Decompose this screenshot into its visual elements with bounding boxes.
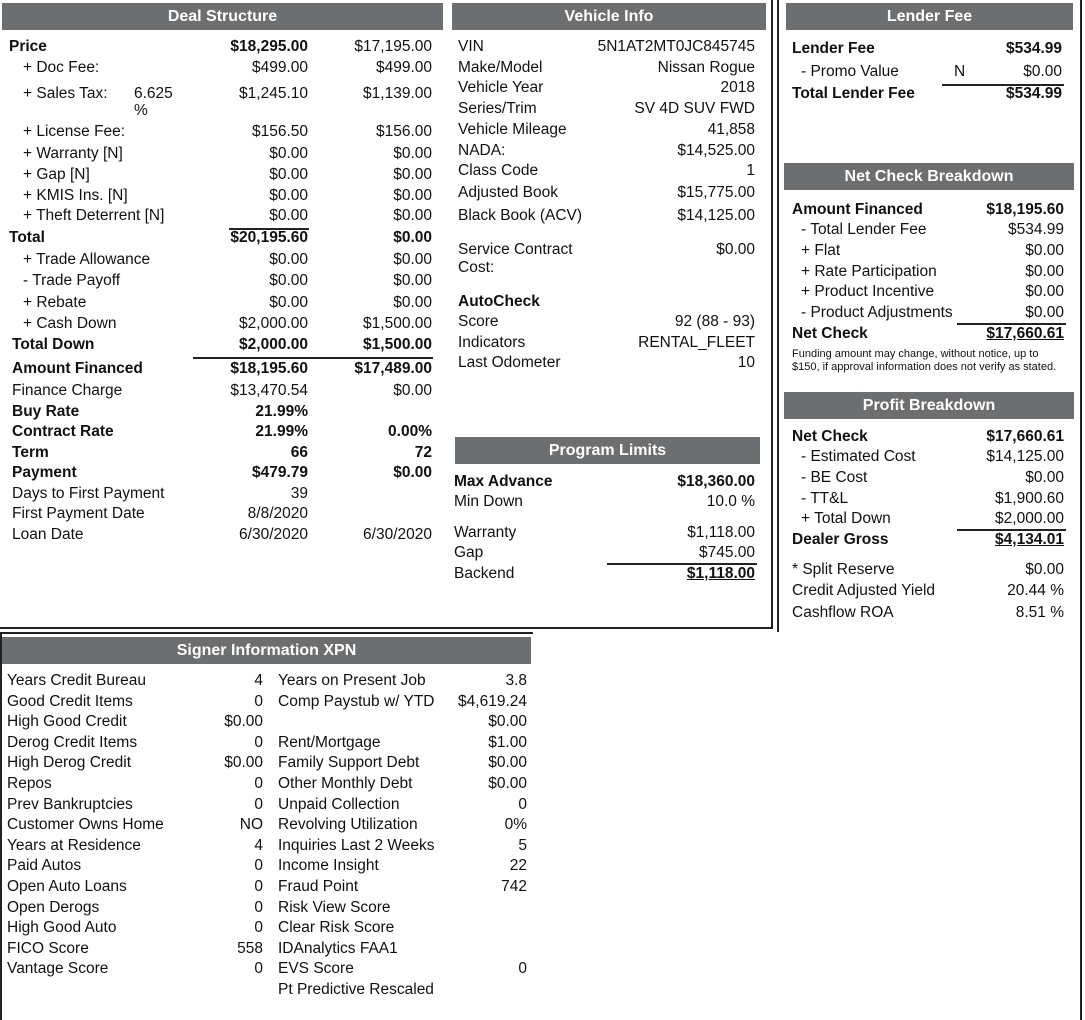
lender-fee-row-value: $534.99 [1005,85,1062,102]
deal-row-value-1: $0.00 [269,207,308,224]
signer-right-label: EVS Score [278,960,354,977]
signer-right-label: Clear Risk Score [278,919,395,936]
deal-row-label: + Sales Tax: [23,85,108,102]
signer-right-value: 22 [509,857,527,874]
vehicle-row-value: RENTAL_FLEET [638,334,755,351]
lender-fee-rule [942,84,1064,86]
vehicle-row-value: 41,858 [707,121,755,138]
net-check-row-label: Amount Financed [792,201,923,218]
deal-row-value-1: $1,245.10 [239,85,308,102]
signer-left-value: 0 [254,960,263,977]
program-row-label: Min Down [454,493,523,510]
deal-row-value-2: $1,139.00 [363,85,432,102]
lender-fee-row-label: Lender Fee [792,40,875,57]
deal-row-value-1: 8/8/2020 [247,505,308,522]
signer-left-value: 0 [254,857,263,874]
profit-row-label: - TT&L [801,490,849,507]
net-check-row-label: - Product Adjustments [801,304,953,321]
deal-row-value-1: $479.79 [251,464,308,481]
deal-row-value-2: $499.00 [375,59,432,76]
signer-left-value: $0.00 [224,754,263,771]
deal-row-label: Amount Financed [12,360,143,377]
frame-line [0,632,2,1020]
signer-right-label: Revolving Utilization [278,816,418,833]
signer-right-label: Income Insight [278,857,379,874]
signer-left-label: Vantage Score [7,960,109,977]
vehicle-row-value: 5N1AT2MT0JC845745 [597,38,755,55]
deal-row-label: + KMIS Ins. [N] [23,187,128,204]
signer-right-label: Risk View Score [278,899,391,916]
program-row-value: 10.0 % [706,493,755,510]
deal-row-label: + Doc Fee: [23,59,100,76]
net-check-row-value: $0.00 [1025,263,1064,280]
signer-left-value: $0.00 [224,713,263,730]
deal-row-value-1: $0.00 [269,294,308,311]
deal-amount-financed-rule [193,357,433,359]
deal-row-value-1: 39 [290,485,308,502]
deal-row-label: Finance Charge [12,382,123,399]
net-check-rule [957,323,1066,325]
deal-row-value-2: $0.00 [393,207,432,224]
signer-left-value: NO [239,816,263,833]
deal-row-label: + Rebate [23,294,87,311]
deal-row-label: Contract Rate [12,423,114,440]
deal-row-label: Payment [12,464,77,481]
program-backend-rule [607,563,757,565]
signer-left-label: Customer Owns Home [7,816,164,833]
vehicle-row-label: Vehicle Mileage [458,121,567,138]
deal-row-value-1: $499.00 [251,59,308,76]
deal-row-value-1: 21.99% [255,403,308,420]
deal-row-label: + Cash Down [23,315,117,332]
signer-right-value: 0 [518,960,527,977]
deal-row-label: Price [9,38,47,55]
signer-left-value: 0 [254,899,263,916]
program-row-label: Backend [454,565,515,582]
vehicle-row-label: Vehicle Year [458,79,544,96]
net-check-row-label: - Total Lender Fee [801,221,927,238]
deal-row-label: Total [9,229,45,246]
profit-row-value: $0.00 [1025,469,1064,486]
net-check-row-value: $18,195.60 [986,201,1064,218]
vehicle-row-label-cont: Cost: [458,259,495,276]
signer-right-value: $0.00 [488,754,527,771]
vehicle-row-label: Adjusted Book [458,184,558,201]
deal-row-value-1: $0.00 [269,272,308,289]
signer-left-value: 0 [254,734,263,751]
promo-flag: N [954,63,966,80]
net-check-row-value: $0.00 [1025,304,1064,321]
vehicle-row-value: 1 [746,162,755,179]
deal-row-value-1: $18,195.60 [230,360,308,377]
signer-right-label: Inquiries Last 2 Weeks [278,837,435,854]
net-check-row-label: + Flat [801,242,841,259]
signer-right-label: Fraud Point [278,878,359,895]
deal-row-value-1: $2,000.00 [239,315,308,332]
deal-row-value-2: $17,195.00 [354,38,432,55]
deal-row-value-2: $0.00 [393,272,432,289]
signer-left-label: FICO Score [7,940,89,957]
signer-right-value: 5 [518,837,527,854]
deal-row-value-1: $2,000.00 [239,336,308,353]
signer-left-label: High Good Auto [7,919,117,936]
deal-row-value-1: $13,470.54 [230,382,308,399]
deal-row-value-2: 6/30/2020 [363,526,432,543]
deal-row-value-2: $0.00 [393,251,432,268]
deal-row-label: Total Down [12,336,95,353]
signer-right-label: Other Monthly Debt [278,775,413,792]
net-check-row-value: $17,660.61 [986,325,1064,342]
lender-fee-row-value: $0.00 [1023,63,1062,80]
signer-left-value: 0 [254,775,263,792]
deal-row-value-2: $0.00 [393,229,432,246]
deal-row-label: + Trade Allowance [23,251,151,268]
profit-row-value: $4,134.01 [995,531,1064,548]
signer-info-header: Signer Information XPN [2,637,531,664]
profit-rule [957,529,1066,531]
profit-breakdown-header: Profit Breakdown [784,392,1074,419]
signer-left-label: High Good Credit [7,713,127,730]
vehicle-row-value: $0.00 [716,241,755,258]
deal-row-value-1: $18,295.00 [230,38,308,55]
profit-row-value: $17,660.61 [986,428,1064,445]
profit-row-value: $2,000.00 [995,510,1064,527]
vehicle-row-value: 2018 [720,79,755,96]
vehicle-row-value: Nissan Rogue [657,59,755,76]
signer-right-label: Comp Paystub w/ YTD [278,693,435,710]
deal-row-label: First Payment Date [12,505,145,522]
signer-right-label: Years on Present Job [278,672,426,689]
deal-row-value-1: $0.00 [269,145,308,162]
deal-row-value-2: 0.00% [388,423,432,440]
signer-right-value: $4,619.24 [458,693,527,710]
net-check-row-label: + Product Incentive [801,283,935,300]
deal-row-value-1: 21.99% [255,423,308,440]
frame-line [0,627,773,629]
deal-row-value-2: $17,489.00 [354,360,432,377]
lender-fee-row-label: Total Lender Fee [792,85,915,102]
deal-row-value-1: 6/30/2020 [239,526,308,543]
deal-row-value-2: $0.00 [393,187,432,204]
frame-line [771,0,773,628]
vehicle-row-value: $15,775.00 [677,184,755,201]
program-row-label: Gap [454,544,484,561]
deal-row-label: + License Fee: [23,123,126,140]
deal-row-value-2: $0.00 [393,166,432,183]
deal-row-value-2: $1,500.00 [363,315,432,332]
deal-row-value-2: $0.00 [393,145,432,162]
deal-row-value-2: $1,500.00 [363,336,432,353]
signer-right-value: 3.8 [505,672,527,689]
deal-row-value-1: $0.00 [269,166,308,183]
lender-fee-row-label: - Promo Value [801,63,899,80]
net-check-row-value: $0.00 [1025,283,1064,300]
profit-row-label: - Estimated Cost [801,448,916,465]
signer-right-label: Pt Predictive Rescaled [278,981,434,998]
signer-right-value: 0% [504,816,527,833]
profit-row-label: Dealer Gross [792,531,889,548]
vehicle-row-label: Black Book (ACV) [458,207,583,224]
deal-row-value-1: 66 [290,444,308,461]
program-row-value: $1,118.00 [686,565,755,582]
signer-left-label: Open Auto Loans [7,878,127,895]
vehicle-info-header: Vehicle Info [452,3,766,30]
profit-row-label: - BE Cost [801,469,868,486]
deal-row-label: + Theft Deterrent [N] [23,207,165,224]
program-row-label: Warranty [454,524,517,541]
program-row-value: $1,118.00 [687,524,755,541]
vehicle-row-value: SV 4D SUV FWD [634,100,755,117]
profit-row-value: $0.00 [1025,561,1064,578]
signer-left-value: 4 [254,837,263,854]
deal-row-label: Days to First Payment [12,485,165,502]
profit-row-label: + Total Down [801,510,891,527]
vehicle-row-value: 10 [737,354,755,371]
deal-row-label: + Gap [N] [23,166,90,183]
signer-left-label: Good Credit Items [7,693,133,710]
deal-row-label: Buy Rate [12,403,80,420]
net-check-row-label: Net Check [792,325,868,342]
vehicle-row-value: 92 (88 - 93) [674,313,755,330]
program-row-value: $18,360.00 [677,473,755,490]
vehicle-row-label: Series/Trim [458,100,537,117]
vehicle-row-label: Last Odometer [458,354,561,371]
vehicle-row-label: Make/Model [458,59,543,76]
signer-right-value: $0.00 [488,775,527,792]
vehicle-row-label: VIN [458,38,484,55]
profit-row-label: Credit Adjusted Yield [792,582,936,599]
deal-row-value-1: $0.00 [269,251,308,268]
signer-left-label: Years Credit Bureau [7,672,147,689]
signer-left-value: 0 [254,919,263,936]
vehicle-row-value: $14,125.00 [677,207,755,224]
net-check-header: Net Check Breakdown [784,163,1074,190]
signer-left-label: Years at Residence [7,837,141,854]
signer-left-label: High Derog Credit [7,754,132,771]
vehicle-row-value: $14,525.00 [677,142,755,159]
signer-right-label: Rent/Mortgage [278,734,381,751]
signer-right-value: $1.00 [488,734,527,751]
signer-left-value: 0 [254,796,263,813]
signer-right-label: Unpaid Collection [278,796,400,813]
deal-row-value-1: $156.50 [251,123,308,140]
program-row-value: $745.00 [698,544,755,561]
program-row-label: Max Advance [454,473,553,490]
lender-fee-row-value: $534.99 [1005,40,1062,57]
deal-row-label: + Warranty [N] [23,145,123,162]
vehicle-row-label: NADA: [458,142,506,159]
signer-right-value: 0 [518,796,527,813]
deal-row-value-2: $0.00 [393,382,432,399]
net-check-row-label: + Rate Participation [801,263,937,280]
deal-row-value-2: $0.00 [393,294,432,311]
signer-left-label: Prev Bankruptcies [7,796,133,813]
vehicle-row-label: Class Code [458,162,539,179]
deal-row-value-1: $0.00 [269,187,308,204]
signer-left-label: Open Derogs [7,899,100,916]
deal-structure-header: Deal Structure [2,3,443,30]
signer-right-label: Family Support Debt [278,754,420,771]
deal-row-value-2: $0.00 [393,464,432,481]
signer-left-label: Repos [7,775,52,792]
profit-row-value: 8.51 % [1015,604,1064,621]
signer-right-value: 742 [501,878,527,895]
deal-total-rule [229,228,309,230]
deal-row-label: Loan Date [12,526,84,543]
signer-left-label: Derog Credit Items [7,734,138,751]
vehicle-row-label: Service Contract [458,241,573,258]
profit-row-value: $14,125.00 [986,448,1064,465]
profit-row-label: Net Check [792,428,868,445]
net-check-row-value: $0.00 [1025,242,1064,259]
deal-row-label: - Trade Payoff [23,272,121,289]
signer-left-label: Paid Autos [7,857,82,874]
profit-row-value: $1,900.60 [995,490,1064,507]
profit-row-value: 20.44 % [1007,582,1064,599]
vehicle-row-label: Score [458,313,499,330]
signer-right-label: IDAnalytics FAA1 [278,940,398,957]
sales-tax-percent: % [134,102,148,119]
profit-row-label: * Split Reserve [792,561,895,578]
vehicle-row-label: Indicators [458,334,526,351]
signer-left-value: 4 [254,672,263,689]
net-check-row-value: $534.99 [1007,221,1064,238]
profit-row-label: Cashflow ROA [792,604,894,621]
signer-left-value: 0 [254,878,263,895]
signer-left-value: 558 [237,940,263,957]
signer-right-value: $0.00 [488,713,527,730]
signer-left-value: 0 [254,693,263,710]
frame-line [0,632,533,634]
frame-line [1080,0,1082,1020]
sales-tax-rate: 6.625 [134,85,173,102]
frame-line [777,0,779,632]
lender-fee-header: Lender Fee [786,3,1073,30]
deal-row-value-2: 72 [414,444,432,461]
funding-note: Funding amount may change, without notice, up to $150, if approval information does not verify as stated. [792,348,1057,373]
deal-row-label: Term [12,444,49,461]
deal-row-value-2: $156.00 [375,123,432,140]
program-limits-header: Program Limits [455,437,760,464]
vehicle-row-label: AutoCheck [458,293,540,310]
deal-row-value-1: $20,195.60 [230,229,308,246]
